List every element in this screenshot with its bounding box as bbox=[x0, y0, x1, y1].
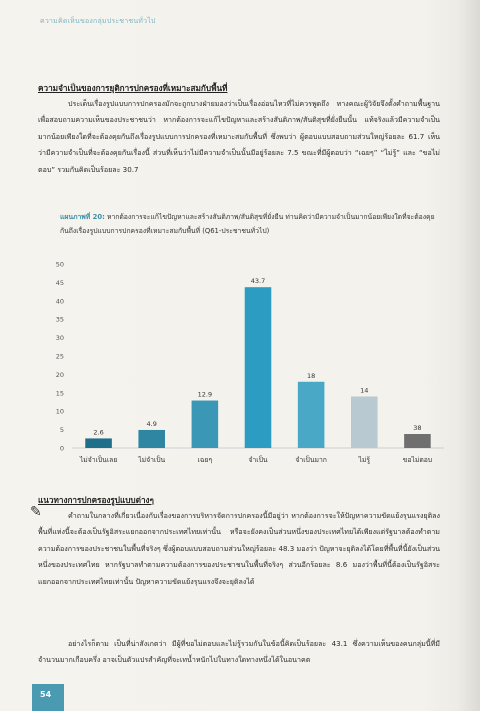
bar bbox=[245, 287, 272, 448]
page-edge-shadow bbox=[458, 0, 480, 711]
y-tick-label: 5 bbox=[59, 426, 64, 435]
figure-label: แผนภาพที่ 20: bbox=[60, 213, 105, 221]
bar bbox=[192, 401, 219, 448]
data-label: 18 bbox=[307, 371, 316, 380]
x-tick-label: จำเป็น bbox=[248, 456, 268, 464]
y-tick-label: 10 bbox=[55, 407, 64, 416]
body-paragraph-1 bbox=[38, 508, 440, 590]
intro-paragraph bbox=[38, 96, 440, 178]
bar bbox=[404, 434, 431, 448]
y-tick-label: 20 bbox=[55, 370, 64, 379]
figure-caption bbox=[60, 210, 440, 238]
data-label: 12.9 bbox=[197, 390, 213, 399]
section-title-2: แนวทางการปกครองรูปแบบต่างๆ bbox=[38, 495, 154, 505]
y-tick-label: 45 bbox=[55, 278, 64, 287]
figure-caption-text: หากต้องการจะแก้ไขปัญหาและสร้างสันติภาพ/สันติสุขที่ยั่งยืน ท่านคิดว่ามีความจำเป็นมากน้อยเพียงใดที่จะต้องคุยกันถึงเรื่องรูปแบบการปกครองที่เหมาะสมกับพื้นที่ (Q61-ประชาชนทั่วไป) bbox=[60, 213, 435, 235]
body-paragraph-1-text: คำถามในกลางที่เกี่ยวเนื่องกับเรื่องของการบริหารจัดการปกครองนี้มีอยู่ว่า หากต้องการจะให้ปัญหาความขัดแย้งรุนแรงยุติลง พื้นที่แห่งนี้จะต้องเป็นรัฐอิสระแยกออกจากประเทศไทยเท่านั้น หรือจะยังคงเป็นส่วนหนึ่งของประเทศไทยได้เพียงแต่รัฐบาลต้องทำตามความต้องการของประชาชนในพื้นที่จริงๆ ซึ่งผู้ตอบแบบสอบถามส่วนใหญ่ร้อยละ 48.3 มองว่า ปัญหาจะยุติลงได้โดยที่พื้นที่นี้ยังเป็นส่วนหนึ่งของประเทศไทย หากรัฐบาลทำตามความต้องการของประชาชนในพื้นที่จริงๆ ส่วนอีกร้อยละ 8.6 มองว่าพื้นที่นี้ต้องเป็นรัฐอิสระแยกออกจากประเทศไทยเท่านั้น ปัญหาความขัดแย้งรุนแรงจึงจะยุติลงได้ bbox=[38, 511, 440, 586]
x-tick-label: ขอไม่ตอบ bbox=[402, 456, 433, 464]
page-number: 54 bbox=[40, 690, 52, 699]
x-tick-label: ไม่รู้ bbox=[358, 456, 371, 464]
y-tick-label: 50 bbox=[55, 260, 64, 269]
section-title: ความจำเป็นของการยุติการปกครองที่เหมาะสมกับพื้นที่ bbox=[38, 83, 228, 93]
bar-chart-svg bbox=[44, 256, 454, 481]
x-tick-label: เฉยๆ bbox=[197, 456, 213, 464]
data-label: 2.6 bbox=[93, 428, 104, 437]
data-label: 38 bbox=[413, 424, 422, 433]
y-tick-label: 35 bbox=[55, 315, 64, 324]
intro-paragraph-text: ประเด็นเรื่องรูปแบบการปกครองมักจะถูกบางฝ่ายมองว่าเป็นเรื่องอ่อนไหวที่ไม่ควรพูดถึง ทางคณะผู้วิจัยจึงตั้งคำถามพื้นฐานเพื่อสอบถามความเห็นของประชาชนว่า หากต้องการจะแก้ไขปัญหาและสร้างสันติภาพ/สันติสุขที่ยั่งยืนนั้น แท้จริงแล้วมีความจำเป็นมากน้อยเพียงใดที่จะต้องคุยกันถึงเรื่องรูปแบบการปกครองที่เหมาะสมกับพื้นที่ ซึ่งพบว่า ผู้ตอบแบบสอบถามส่วนใหญ่ร้อยละ 61.7 เห็นว่ามีความจำเป็นที่จะต้องคุยกันเรื่องนี้ ส่วนที่เห็นว่าไม่มีความจำเป็นนั้นมีอยู่ร้อยละ 7.5 ขณะที่มีผู้ตอบว่า “เฉยๆ” “ไม่รู้” และ “ขอไม่ตอบ” รวมกันคิดเป็นร้อยละ 30.7 bbox=[38, 99, 440, 174]
data-label: 14 bbox=[360, 386, 369, 395]
running-header: ความคิดเห็นของกลุ่มประชาชนทั่วไป bbox=[40, 17, 156, 25]
pen-mark-icon: ✎ bbox=[30, 504, 42, 520]
y-tick-label: 40 bbox=[55, 297, 64, 306]
data-label: 43.7 bbox=[250, 277, 266, 286]
bar bbox=[298, 382, 325, 448]
bar-chart bbox=[44, 256, 454, 481]
body-paragraph-2-text: อย่างไรก็ตาม เป็นที่น่าสังเกตว่า มีผู้ที่ขอไม่ตอบและไม่รู้รวมกันในข้อนี้คิดเป็นร้อยละ 43.1 ซึ่งความเห็นของคนกลุ่มนี้ที่มีจำนวนมากเกือบครึ่ง อาจเป็นตัวแปรสำคัญที่จะเทน้ำหนักไปในทางใดทางหนึ่งได้ในอนาคต bbox=[38, 639, 440, 665]
y-tick-label: 30 bbox=[55, 334, 64, 343]
y-tick-label: 25 bbox=[55, 352, 64, 361]
bar bbox=[85, 438, 112, 448]
x-tick-label: ไม่จำเป็น bbox=[138, 456, 166, 464]
y-tick-label: 15 bbox=[55, 389, 64, 398]
y-tick-label: 0 bbox=[59, 444, 64, 453]
x-tick-label: ไม่จำเป็นเลย bbox=[79, 456, 118, 464]
bar bbox=[138, 430, 165, 448]
data-label: 4.9 bbox=[146, 419, 157, 428]
bar bbox=[351, 396, 378, 448]
body-paragraph-2 bbox=[38, 636, 440, 669]
x-tick-label: จำเป็นมาก bbox=[295, 456, 327, 464]
